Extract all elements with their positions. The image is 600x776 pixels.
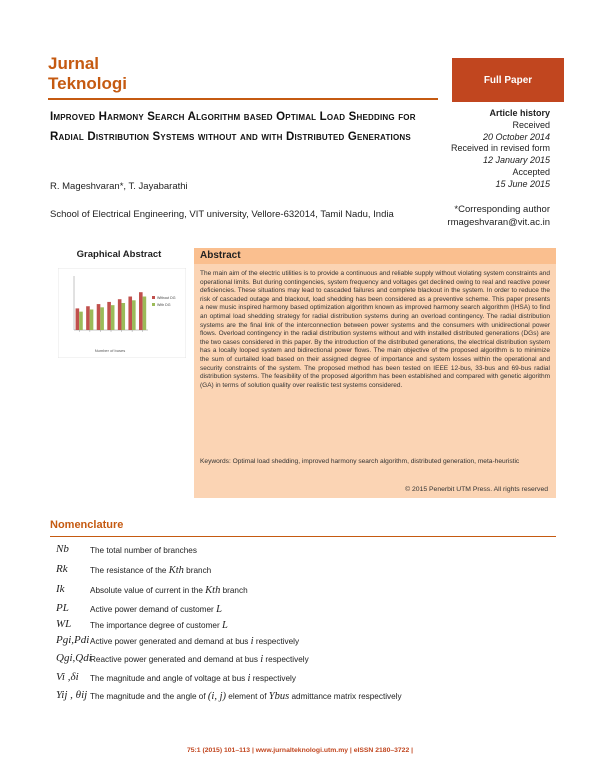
nomenclature-description bbox=[90, 585, 560, 596]
nomenclature-heading: Nomenclature bbox=[50, 519, 124, 531]
description-part: branch bbox=[183, 566, 212, 575]
page-footer: 75:1 (2015) 101–113 | www.jurnalteknologi.utm.my | eISSN 2180–3722 | bbox=[186, 747, 414, 754]
nomenclature-item bbox=[50, 543, 560, 559]
nomenclature-description bbox=[90, 545, 560, 556]
nomenclature-description bbox=[90, 636, 560, 647]
nomenclature-symbol: Pgi,Pdi bbox=[56, 634, 90, 646]
corresponding-author-label: *Corresponding author bbox=[454, 204, 550, 215]
nomenclature-symbol: WL bbox=[56, 618, 72, 630]
description-part: The total number of branches bbox=[90, 546, 197, 555]
chart-bar bbox=[90, 309, 94, 330]
accepted-date: 15 June 2015 bbox=[495, 178, 550, 189]
nomenclature-description bbox=[90, 604, 560, 615]
abstract-header bbox=[194, 248, 556, 264]
abstract-box bbox=[194, 248, 556, 498]
description-part: The importance degree of customer bbox=[90, 621, 222, 630]
chart-bar bbox=[128, 297, 132, 330]
description-variable: i bbox=[260, 654, 264, 665]
chart-bar bbox=[76, 308, 80, 330]
description-variable: L bbox=[216, 604, 222, 615]
description-part: Active power demand of customer bbox=[90, 605, 217, 614]
nomenclature-item bbox=[50, 618, 560, 634]
nomenclature-rule bbox=[50, 536, 556, 537]
chart-bar bbox=[100, 307, 104, 330]
chart-bar bbox=[118, 299, 122, 330]
corresponding-email[interactable]: rmageshvaran@vit.ac.in bbox=[447, 216, 550, 228]
legend-label: With DG bbox=[157, 303, 171, 307]
nomenclature-item bbox=[50, 652, 560, 668]
nomenclature-item bbox=[50, 583, 560, 599]
description-variable: Kth bbox=[205, 585, 221, 596]
paper-title: Improved Harmony Search Algorithm based Optimal Load Shedding for Radial Distribution Systems without and with Distributed Generations bbox=[50, 111, 416, 143]
authors: R. Mageshvaran*, T. Jayabarathi bbox=[50, 181, 188, 192]
revised-label: Received in revised form bbox=[450, 143, 550, 154]
nomenclature-item bbox=[50, 602, 560, 618]
revised-date: 12 January 2015 bbox=[482, 155, 550, 166]
nomenclature-symbol: Qgi,Qdi bbox=[56, 652, 92, 664]
description-variable: L bbox=[221, 620, 228, 631]
nomenclature-symbol: PL bbox=[56, 602, 69, 614]
chart-bar bbox=[97, 304, 101, 330]
chart-bar bbox=[121, 303, 125, 330]
description-part: Absolute value of current in the bbox=[90, 586, 206, 595]
full-paper-badge: Full Paper bbox=[452, 58, 564, 102]
description-variable: i bbox=[250, 636, 254, 647]
nomenclature-symbol: Nb bbox=[56, 543, 69, 555]
description-variable: i bbox=[247, 673, 251, 684]
nomenclature-item bbox=[50, 563, 560, 579]
chart-bar bbox=[79, 312, 83, 330]
article-history-heading: Article history bbox=[489, 108, 550, 118]
journal-name-line2: Teknologi bbox=[48, 74, 128, 93]
description-part: respectively bbox=[263, 655, 309, 664]
description-part: respectively bbox=[253, 637, 300, 646]
nomenclature-item bbox=[50, 689, 560, 705]
article-history bbox=[398, 108, 550, 191]
journal-name bbox=[48, 54, 127, 94]
legend-label: Without DG bbox=[157, 296, 176, 300]
accepted-label: Accepted bbox=[512, 166, 550, 177]
nomenclature-description bbox=[90, 565, 560, 576]
copyright: © 2015 Penerbit UTM Press. All rights reserved bbox=[405, 486, 548, 493]
legend-swatch bbox=[152, 303, 155, 306]
nomenclature-description bbox=[90, 691, 560, 702]
chart-bar bbox=[86, 306, 90, 330]
nomenclature-description bbox=[90, 654, 560, 665]
description-part: element of bbox=[225, 692, 269, 701]
graphical-abstract-title: Graphical Abstract bbox=[76, 249, 162, 260]
description-part: The resistance of the bbox=[90, 566, 169, 575]
abstract-keywords: Keywords: Optimal load shedding, improved harmony search algorithm, distributed generation, meta-heuristic bbox=[200, 458, 520, 465]
legend-swatch bbox=[152, 296, 155, 299]
chart-bar bbox=[132, 300, 136, 330]
header-rule bbox=[48, 98, 438, 100]
received-label: Received bbox=[512, 119, 550, 130]
received-date: 20 October 2014 bbox=[482, 131, 550, 142]
nomenclature-item bbox=[50, 634, 560, 650]
chart-bar bbox=[139, 292, 143, 330]
description-variable: Ybus bbox=[268, 691, 290, 702]
chart-bar bbox=[143, 297, 147, 330]
chart-bar bbox=[107, 302, 111, 330]
abstract-heading: Abstract bbox=[200, 250, 241, 261]
chart-bar bbox=[111, 305, 115, 330]
description-part: admittance matrix respectively bbox=[289, 692, 402, 701]
description-part: The magnitude and angle of voltage at bus bbox=[90, 674, 248, 683]
nomenclature-description bbox=[90, 620, 560, 631]
affiliation: School of Electrical Engineering, VIT university, Vellore-632014, Tamil Nadu, India bbox=[50, 209, 394, 220]
abstract-text: The main aim of the electric utilities is to provide a continuous and reliable supply without violating system constraints and operational limits. But during contingencies, system frequency and voltages get declined owing to real and reactive power deficiencies. These situations may lead to cascaded failures and complete blackout in the system. In order to reduce the risk of cascaded outage and blackout, load shedding has been considered as a preventive scheme. This paper presents a new music inspired harmony based optimization algorithm known as improved harmony search algorithm (IHSA) to find an optimal load shedding strategy for radial distribution systems during an overload contingency. The radial distribution systems are the final link of the interconnection between power systems and the consumers with unidirectional power flows. Overload contingency in the radial distribution systems without and with installed distributed generations (DGs) are the two cases considered in this paper. By the introduction of the distributed generations, the electrical distribution system has a locally looped system and bidirectional power flows. The main objective of the proposed algorithm is to minimize the sum of curtailed load based on their assigned degree of importance and system losses within the operational and security constraints of the system. The proposed method has been tested on IEEE 12-bus, 33-bus and 69-bus radial distribution systems. The feasibility of the proposed algorithm has been established and compared with genetic algorithm (GA) in terms of solution quality over realistic test systems considered. bbox=[200, 270, 550, 389]
graphical-abstract-chart bbox=[58, 268, 186, 358]
description-variable: Kth bbox=[168, 565, 184, 576]
description-part: respectively bbox=[250, 674, 296, 683]
nomenclature-symbol: Yij , θij bbox=[56, 689, 88, 701]
description-part: branch bbox=[220, 586, 248, 595]
chart-xlabel: Number of buses bbox=[94, 348, 126, 353]
journal-name-line1: Jurnal bbox=[48, 54, 100, 73]
description-part: Reactive power generated and demand at bus bbox=[90, 655, 261, 664]
nomenclature-symbol: Ik bbox=[56, 583, 65, 595]
correspondence bbox=[400, 204, 550, 229]
nomenclature-description bbox=[90, 673, 560, 684]
description-part: The magnitude and the angle of bbox=[90, 692, 208, 701]
nomenclature-item bbox=[50, 671, 560, 687]
description-variable: (i, j) bbox=[207, 691, 226, 702]
nomenclature-symbol: Rk bbox=[56, 563, 68, 575]
nomenclature-symbol: Vi ,δi bbox=[56, 671, 79, 683]
description-part: Active power generated and demand at bus bbox=[90, 637, 251, 646]
